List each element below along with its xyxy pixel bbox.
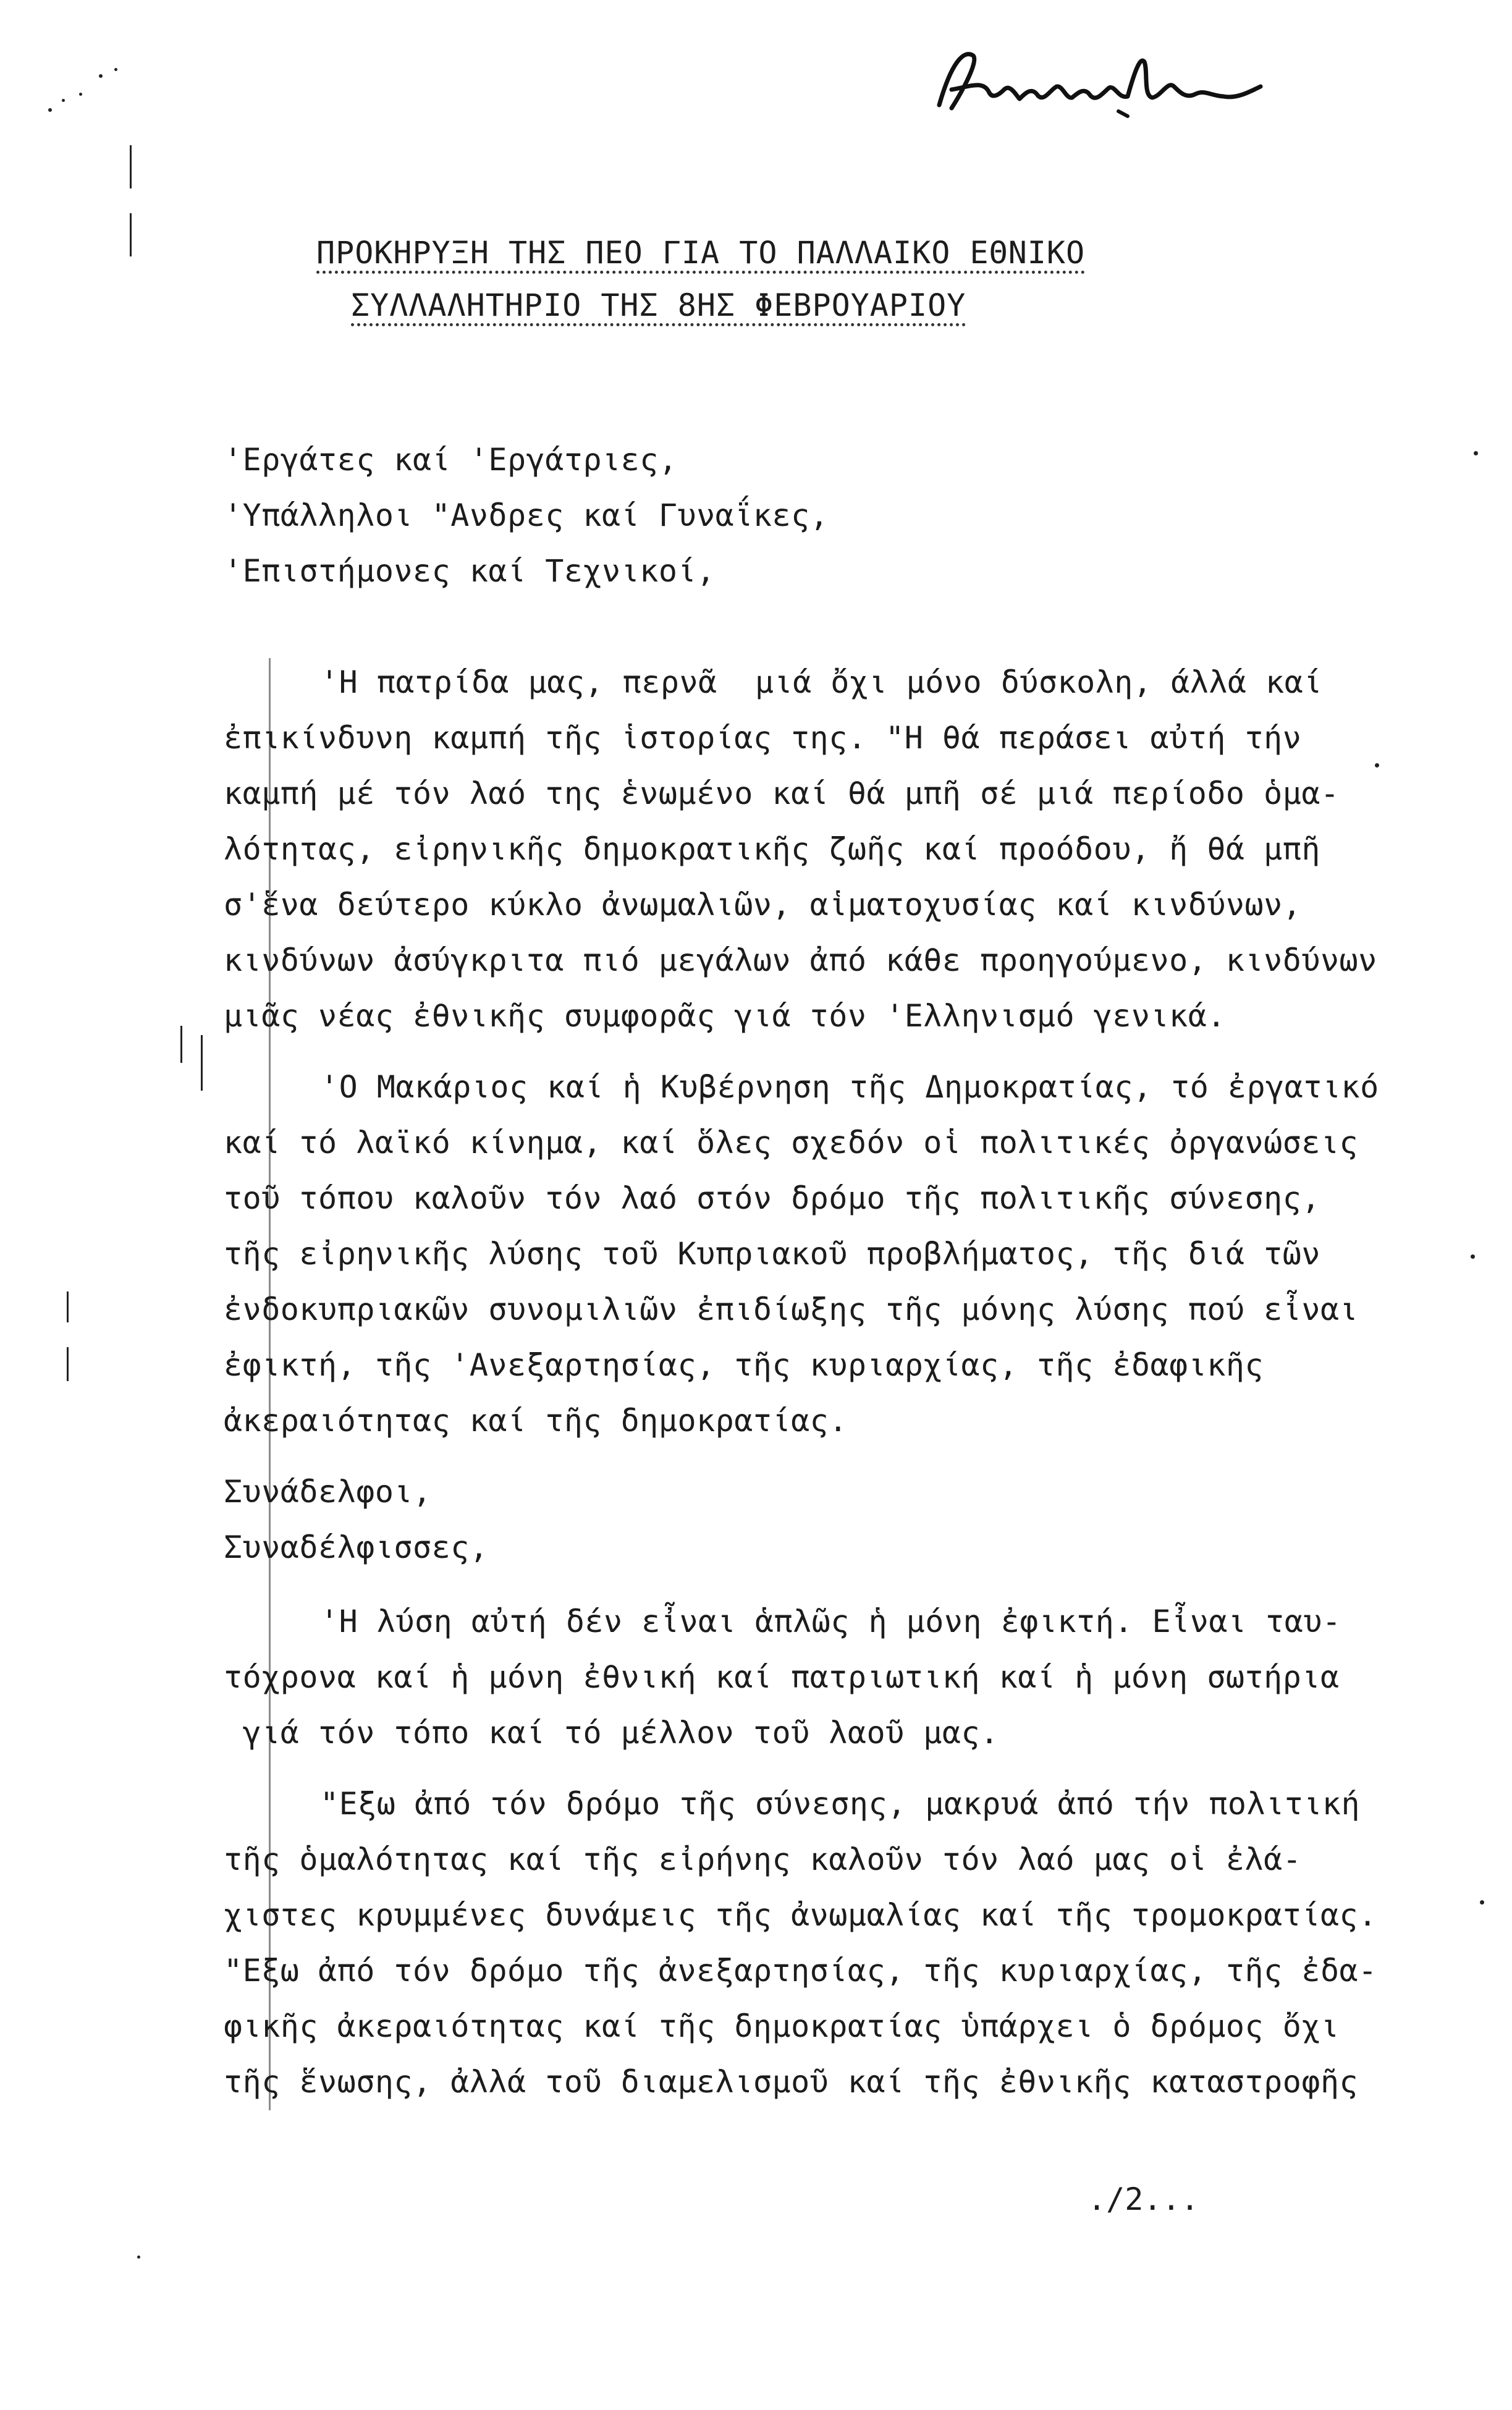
paragraph-line: "Εξω ἀπό τόν δρόμο τῆς ἀνεξαρτησίας, τῆς κυριαρχίας, τῆς ἐδα- [224, 1953, 1377, 1989]
paragraph-line: 'Η πατρίδα μας, περνᾶ μιά ὄχι μόνο δύσκολη, άλλά καί [320, 664, 1322, 700]
paragraph-line: σ'ἕνα δεύτερο κύκλο ἀνωμαλιῶν, αἱματοχυσίας καί κινδύνων, [224, 887, 1302, 923]
paragraph-line: τῆς ὁμαλότητας καί τῆς εἰρήνης καλοῦν τόν λαό μας οἱ ἐλά- [224, 1841, 1302, 1877]
speck [1471, 1254, 1475, 1259]
margin-mark [67, 1347, 69, 1381]
paragraph-line: "Εξω ἀπό τόν δρόμο τῆς σύνεσης, μακρυά ἀπό τήν πολιτική [320, 1786, 1361, 1822]
handwritten-signature [914, 37, 1285, 130]
paragraph-line: φικῆς ἀκεραιότητας καί τῆς δημοκρατίας ὑπάρχει ὁ δρόμος ὄχι [224, 2008, 1340, 2044]
speck [48, 108, 52, 112]
margin-mark [180, 1026, 182, 1063]
speck [1375, 763, 1379, 767]
paragraph-line: γιά τόν τόπο καί τό μέλλον τοῦ λαοῦ μας. [224, 1715, 999, 1751]
paragraph-line: λότητας, εἰρηνικῆς δημοκρατικῆς ζωῆς καί προόδου, ἤ θά μπῆ [224, 831, 1320, 867]
speck [114, 68, 117, 71]
address-line: Συνάδελφοι, [224, 1474, 432, 1510]
paragraph-line: ἐπικίνδυνη καμπή τῆς ἱστορίας της. "Η θά περάσει αὐτή τήν [224, 720, 1302, 756]
document-title-line-1: ΠΡΟΚΗΡΥΞΗ ΤΗΣ ΠΕΟ ΓΙΑ ΤΟ ΠΑΛΛΑΙΚΟ ΕΘΝΙΚΟ [316, 235, 1086, 271]
margin-mark [130, 145, 132, 188]
document-title-line-2: ΣΥΛΛΑΛΗΤΗΡΙΟ ΤΗΣ 8ΗΣ ΦΕΒΡΟΥΑΡΙΟΥ [351, 287, 966, 323]
paragraph-line: καί τό λαϊκό κίνημα, καί ὅλες σχεδόν οἱ πολιτικές ὀργανώσεις [224, 1125, 1359, 1161]
paragraph-line: χιστες κρυμμένες δυνάμεις τῆς ἀνωμαλίας καί τῆς τρομοκρατίας. [224, 1897, 1377, 1933]
paragraph-line: κινδύνων ἀσύγκριτα πιό μεγάλων ἀπό κάθε προηγούμενο, κινδύνων [224, 942, 1377, 978]
paragraph-line: καμπή μέ τόν λαό της ἑνωμένο καί θά μπῆ σέ μιά περίοδο ὁμα- [224, 776, 1340, 811]
speck [137, 2256, 140, 2259]
salutation-line: 'Υπάλληλοι "Ανδρες καί Γυναΐκες, [224, 497, 829, 533]
margin-rule [269, 658, 271, 2110]
paragraph-line: τοῦ τόπου καλοῦν τόν λαό στόν δρόμο τῆς πολιτικῆς σύνεσης, [224, 1180, 1320, 1216]
address-line: Συναδέλφισσες, [224, 1529, 489, 1565]
speck [1480, 1900, 1484, 1905]
paragraph-line: 'Η λύση αὐτή δέν εἶναι ἁπλῶς ἡ μόνη ἐφικτή. Εἶναι ταυ- [320, 1604, 1341, 1639]
salutation-line: 'Επιστήμονες καί Τεχνικοί, [224, 553, 716, 589]
speck [99, 74, 103, 78]
margin-mark [67, 1292, 69, 1322]
margin-mark [201, 1035, 203, 1091]
paragraph-line: ἀκεραιότητας καί τῆς δημοκρατίας. [224, 1403, 848, 1439]
paragraph-line: τῆς ἕνωσης, ἀλλά τοῦ διαμελισμοῦ καί τῆς ἐθνικῆς καταστροφῆς [224, 2064, 1359, 2100]
speck [79, 93, 82, 96]
paragraph-line: μιᾶς νέας ἐθνικῆς συμφορᾶς γιά τόν 'Ελληνισμό γενικά. [224, 998, 1226, 1034]
paragraph-line: 'Ο Μακάριος καί ἡ Κυβέρνηση τῆς Δημοκρατίας, τό ἐργατικό [320, 1069, 1379, 1105]
page-continuation: ./2... [1088, 2181, 1199, 2217]
salutation-line: 'Εργάτες καί 'Εργάτριες, [224, 442, 678, 478]
paragraph-line: ἐφικτή, τῆς 'Ανεξαρτησίας, τῆς κυριαρχίας, τῆς ἐδαφικῆς [224, 1347, 1264, 1383]
speck [62, 99, 65, 102]
paragraph-line: τῆς εἰρηνικῆς λύσης τοῦ Κυπριακοῦ προβλήματος, τῆς διά τῶν [224, 1236, 1320, 1272]
speck [1474, 451, 1478, 455]
paragraph-line: ἐνδοκυπριακῶν συνομιλιῶν ἐπιδίωξης τῆς μόνης λύσης πού εἶναι [224, 1292, 1359, 1327]
paragraph-line: τόχρονα καί ἡ μόνη ἐθνική καί πατριωτική καί ἡ μόνη σωτήρια [224, 1659, 1340, 1695]
